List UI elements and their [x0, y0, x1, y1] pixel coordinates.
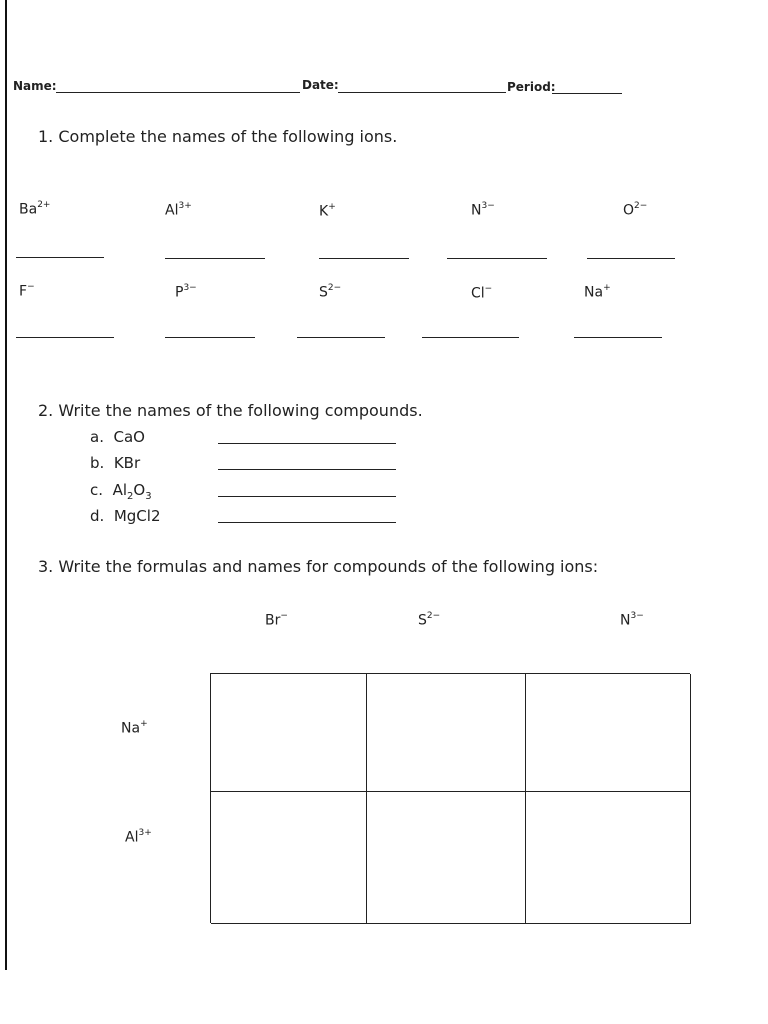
name-blank[interactable] — [56, 92, 300, 93]
answer-blank-c[interactable] — [218, 496, 396, 497]
ion-cl: Cl− — [471, 284, 493, 302]
grid-cell-al-s[interactable] — [367, 792, 526, 924]
anion-n: $N^{3-}$ — [620, 611, 644, 629]
period-blank[interactable] — [552, 93, 622, 94]
ion-p: $P^{3-}$ — [175, 283, 197, 301]
answer-blank-p[interactable] — [165, 337, 255, 338]
answer-blank-k[interactable] — [319, 258, 409, 259]
compound-item-a: a. CaO — [90, 428, 145, 446]
answer-blank-cl[interactable] — [422, 337, 519, 338]
answer-blank-o[interactable] — [587, 258, 675, 259]
grid-cell-al-br[interactable] — [211, 792, 367, 924]
ion-k: K+ — [319, 202, 336, 220]
ion-na: Na+ — [584, 283, 611, 301]
compound-item-b: b. KBr — [90, 454, 141, 472]
cation-na: Na+ — [121, 719, 148, 737]
grid-cell-na-s[interactable] — [367, 674, 526, 792]
answer-blank-f[interactable] — [16, 337, 114, 338]
answer-blank-a[interactable] — [218, 443, 396, 444]
ion-o: $O^{2-}$ — [623, 201, 648, 219]
ion-n: $N^{3-}$ — [471, 201, 495, 219]
anion-s: $S^{2-}$ — [418, 611, 441, 629]
compound-grid — [210, 673, 690, 923]
compound-item-d: d. MgCl2 — [90, 507, 161, 525]
compound-item-c: c. $Al_2O_3$ — [90, 481, 152, 502]
grid-cell-na-n[interactable] — [526, 674, 691, 792]
date-label: Date: — [302, 78, 339, 92]
answer-blank-n[interactable] — [447, 258, 547, 259]
name-label: Name: — [13, 79, 57, 93]
ion-s: $S^{2-}$ — [319, 283, 342, 301]
question-2-prompt: 2. Write the names of the following compounds. — [38, 401, 423, 420]
question-1-prompt: 1. Complete the names of the following ions. — [38, 127, 398, 146]
date-blank[interactable] — [338, 92, 506, 93]
cation-al: $Al^{3+}$ — [125, 828, 152, 846]
answer-blank-ba[interactable] — [16, 257, 104, 258]
grid-cell-na-br[interactable] — [211, 674, 367, 792]
answer-blank-na[interactable] — [574, 337, 662, 338]
ion-ba: $Ba^{2+}$ — [19, 200, 51, 218]
anion-br: Br− — [265, 611, 288, 629]
question-3-prompt: 3. Write the formulas and names for compounds of the following ions: — [38, 557, 599, 576]
answer-blank-al[interactable] — [165, 258, 265, 259]
page-edge — [5, 0, 7, 970]
ion-f: F− — [19, 282, 35, 300]
answer-blank-d[interactable] — [218, 522, 396, 523]
answer-blank-s[interactable] — [297, 337, 385, 338]
answer-blank-b[interactable] — [218, 469, 396, 470]
grid-cell-al-n[interactable] — [526, 792, 691, 924]
ion-al: $Al^{3+}$ — [165, 201, 192, 219]
period-label: Period: — [507, 80, 556, 94]
